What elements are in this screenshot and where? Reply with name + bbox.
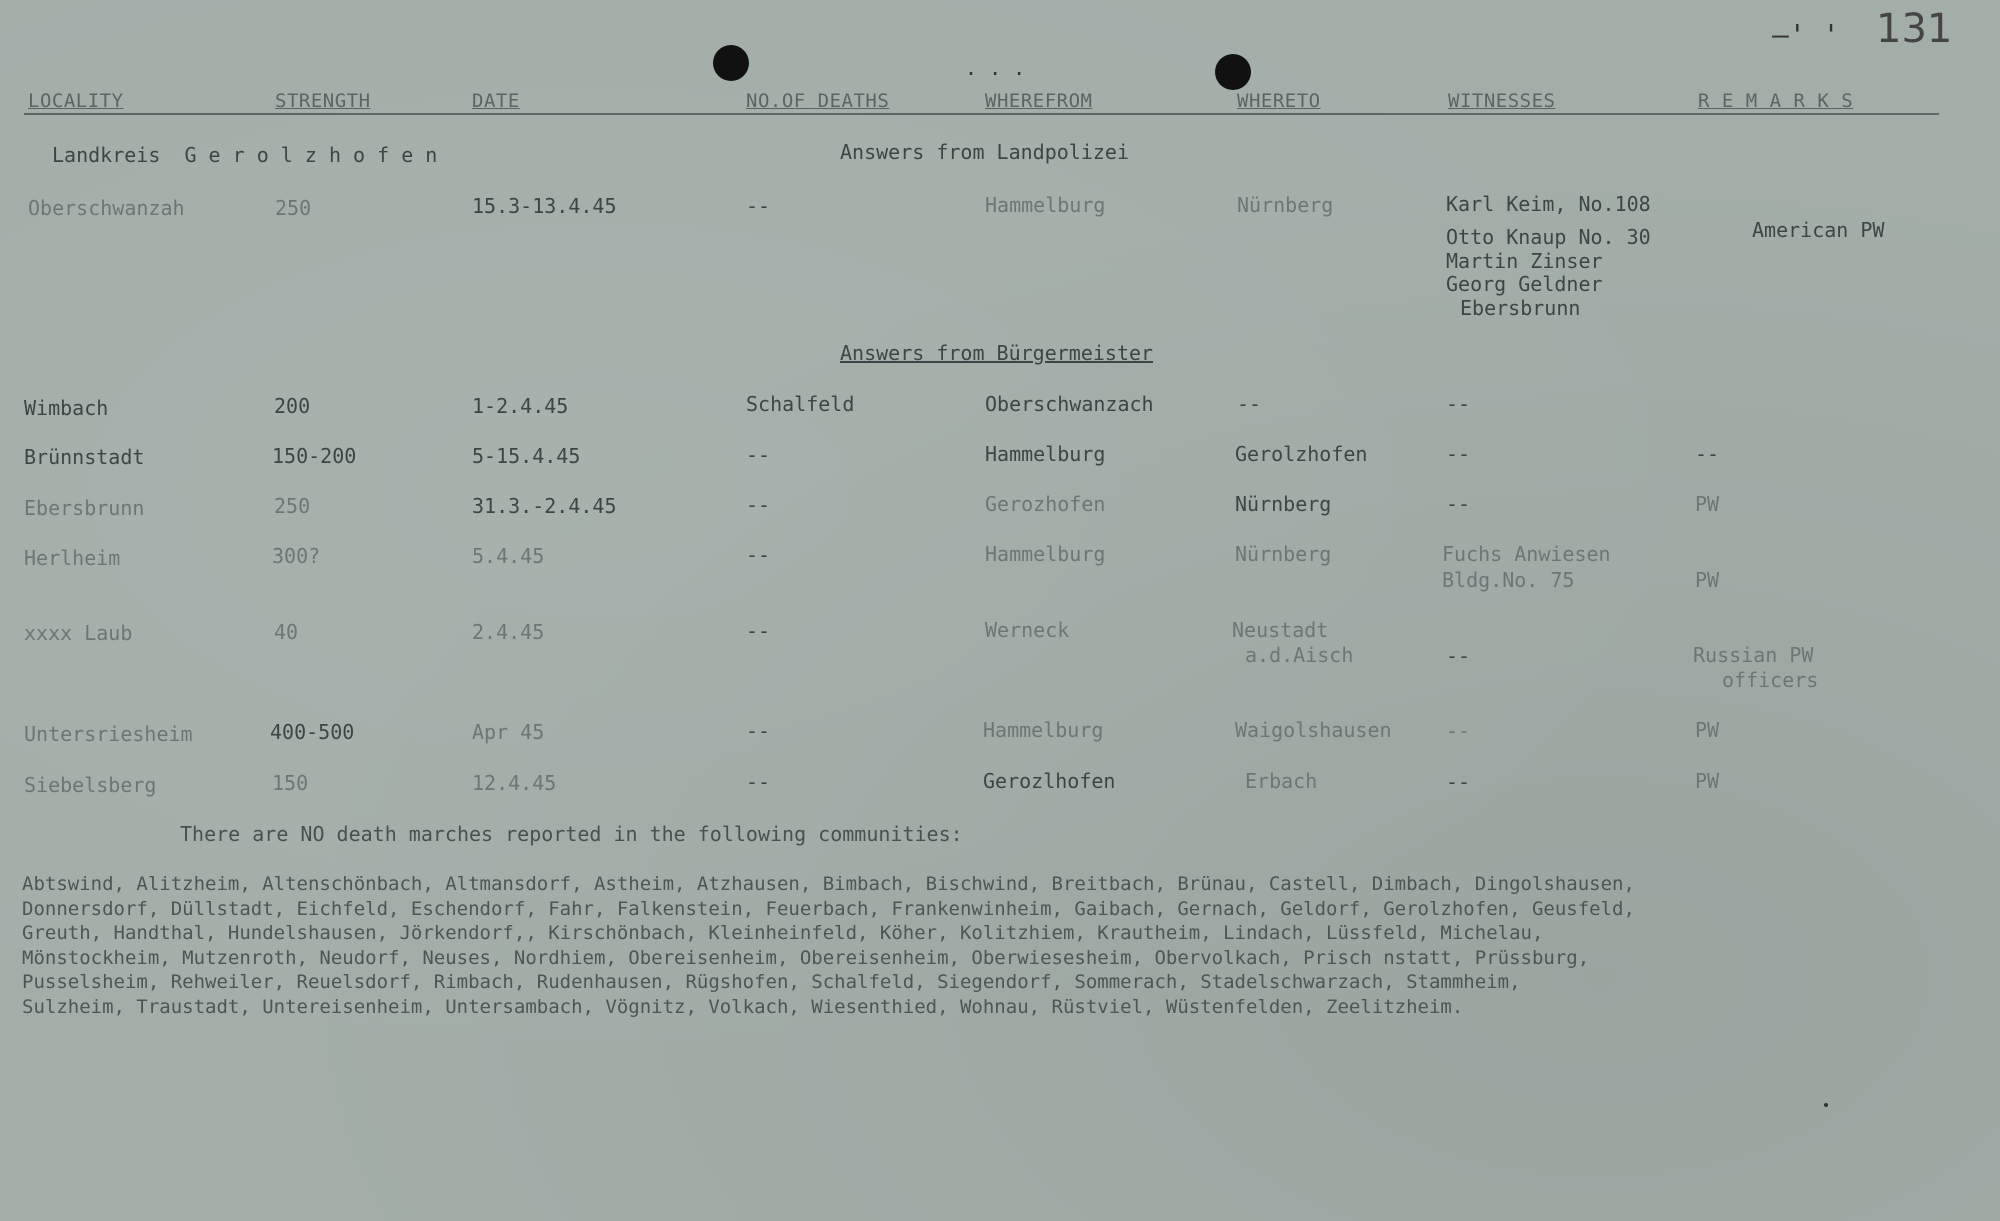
cell-locality: Brünnstadt (24, 445, 145, 469)
cell-remarks: PW (1695, 492, 1720, 516)
cell-remarks-2: officers (1722, 668, 1819, 692)
cell-wherefrom: Hammelburg (985, 542, 1106, 566)
cell-date: 5.4.45 (472, 544, 545, 568)
cell-date: 1-2.4.45 (472, 394, 569, 418)
cell-wherefrom: Werneck (985, 618, 1070, 642)
header-deaths: NO.OF DEATHS (746, 90, 890, 112)
cell-deaths: -- (746, 719, 771, 743)
header-wherefrom: WHEREFROM (985, 90, 1093, 112)
cell-witnesses: -- (1446, 392, 1471, 416)
cell-whereto: -- (1237, 392, 1262, 416)
cell-remarks: American PW (1752, 218, 1885, 242)
cell-witness-3: Martin Zinser (1446, 249, 1603, 273)
cell-date: 15.3-13.4.45 (472, 194, 617, 218)
header-rule (24, 113, 1939, 115)
cell-strength: 40 (274, 620, 299, 644)
header-locality: LOCALITY (28, 90, 124, 112)
header-whereto: WHERETO (1237, 90, 1321, 112)
cell-whereto: Nürnberg (1235, 492, 1332, 516)
section-landpolizei: Answers from Landpolizei (840, 140, 1129, 164)
cell-remarks: PW (1695, 568, 1720, 592)
cell-remarks: -- (1695, 442, 1720, 466)
cell-date: Apr 45 (472, 720, 545, 744)
punch-hole-right (1215, 54, 1251, 90)
cell-whereto: Gerolzhofen (1235, 442, 1368, 466)
cell-wherefrom: Gerozhofen (985, 492, 1106, 516)
header-date: DATE (472, 90, 520, 112)
cell-locality: Siebelsberg (24, 773, 157, 797)
speck (1824, 1103, 1828, 1107)
cell-deaths: -- (746, 619, 771, 643)
header-strength: STRENGTH (275, 90, 371, 112)
header-remarks: R E M A R K S (1698, 90, 1854, 112)
cell-witness-1: Karl Keim, No.108 (1446, 192, 1651, 216)
cell-witnesses: -- (1446, 442, 1471, 466)
top-mark: . . . (965, 56, 1026, 80)
cell-date: 5-15.4.45 (472, 444, 581, 468)
cell-strength: 150-200 (272, 444, 357, 468)
communities-line: Greuth, Handthal, Hundelshausen, Jörkendorf,, Kirschönbach, Kleinheinfeld, Köher, Kolitzhiem, Krautheim, Lindach, Lüssfeld, Michelau, (22, 922, 1544, 944)
cell-witnesses: -- (1446, 492, 1471, 516)
cell-locality: Wimbach (24, 396, 109, 420)
cell-deaths: -- (746, 770, 771, 794)
cell-locality: xxxx Laub (24, 621, 133, 645)
cell-deaths: -- (746, 543, 771, 567)
cell-wherefrom: Hammelburg (985, 442, 1106, 466)
cell-whereto-1: Neustadt (1232, 618, 1329, 642)
communities-line: Sulzheim, Traustadt, Untereisenheim, Untersambach, Vögnitz, Volkach, Wiesenthied, Wohnau, Rüstviel, Wüstenfelden, Zeelitzheim. (22, 995, 1464, 1018)
communities-line: Abtswind, Alitzheim, Altenschönbach, Altmansdorf, Astheim, Atzhausen, Bimbach, Bischwind, Breitbach, Brünau, Castell, Dimbach, Dingolshausen, (22, 873, 1635, 895)
communities-line: Donnersdorf, Düllstadt, Eichfeld, Eschendorf, Fahr, Falkenstein, Feuerbach, Frankenwinheim, Gaibach, Gernach, Geldorf, Gerolzhofen, Geusfeld, (22, 897, 1635, 920)
punch-hole-left (713, 45, 749, 81)
cell-locality: Herlheim (24, 546, 121, 570)
cell-remarks: PW (1695, 769, 1720, 793)
cell-deaths: Schalfeld (746, 392, 855, 416)
section-buergermeister: Answers from Bürgermeister (840, 341, 1154, 365)
page-mark: —' ' (1772, 18, 1840, 51)
cell-whereto: Nürnberg (1235, 542, 1332, 566)
cell-wherefrom: Gerozlhofen (983, 769, 1116, 793)
cell-strength: 250 (274, 494, 311, 518)
communities-line: Mönstockheim, Mutzenroth, Neudorf, Neuses, Nordhiem, Obereisenheim, Obereisenheim, Oberwiesesheim, Obervolkach, Prisch nstatt, Prüssburg, (22, 946, 1590, 969)
cell-wherefrom: Oberschwanzach (985, 392, 1154, 416)
cell-date: 31.3.-2.4.45 (472, 494, 617, 518)
cell-wherefrom: Hammelburg (985, 193, 1106, 217)
cell-wherefrom: Hammelburg (983, 718, 1104, 742)
cell-witnesses: -- (1446, 770, 1471, 794)
cell-strength: 200 (274, 394, 311, 418)
cell-locality: Untersriesheim (24, 722, 193, 746)
cell-whereto: Waigolshausen (1235, 718, 1392, 742)
cell-strength: 150 (272, 771, 309, 795)
cell-whereto-2: a.d.Aisch (1245, 643, 1354, 667)
cell-date: 12.4.45 (472, 771, 557, 795)
landkreis-title: Landkreis G e r o l z h o f e n (52, 143, 438, 167)
cell-date: 2.4.45 (472, 620, 545, 644)
header-witnesses: WITNESSES (1448, 90, 1556, 112)
cell-witness-5: Ebersbrunn (1460, 296, 1581, 320)
cell-whereto: Nürnberg (1237, 193, 1334, 217)
cell-witnesses: -- (1446, 644, 1471, 668)
cell-witness-2: Otto Knaup No. 30 (1446, 225, 1651, 249)
cell-locality: Ebersbrunn (24, 496, 145, 520)
cell-witness-1: Fuchs Anwiesen (1442, 542, 1611, 566)
cell-deaths: -- (746, 443, 771, 467)
cell-witnesses: -- (1446, 719, 1471, 743)
cell-strength: 250 (275, 196, 312, 220)
cell-locality: Oberschwanzah (28, 196, 185, 220)
cell-remarks: PW (1695, 718, 1720, 742)
cell-whereto: Erbach (1245, 769, 1318, 793)
cell-strength: 300? (272, 544, 321, 568)
cell-witness-4: Georg Geldner (1446, 272, 1603, 296)
communities-line: Pusselsheim, Rehweiler, Reuelsdorf, Rimbach, Rudenhausen, Rügshofen, Schalfeld, Siegendorf, Sommerach, Stadelschwarzach, Stammheim, (22, 971, 1521, 993)
no-marches-note: There are NO death marches reported in the following communities: (180, 822, 963, 846)
cell-witness-2: Bldg.No. 75 (1442, 568, 1575, 592)
communities-list (22, 872, 1942, 1019)
page-number: 131 (1876, 6, 1953, 52)
cell-deaths: -- (746, 493, 771, 517)
cell-deaths: -- (746, 194, 771, 218)
cell-remarks-1: Russian PW (1693, 643, 1814, 667)
cell-strength: 400-500 (270, 720, 355, 744)
